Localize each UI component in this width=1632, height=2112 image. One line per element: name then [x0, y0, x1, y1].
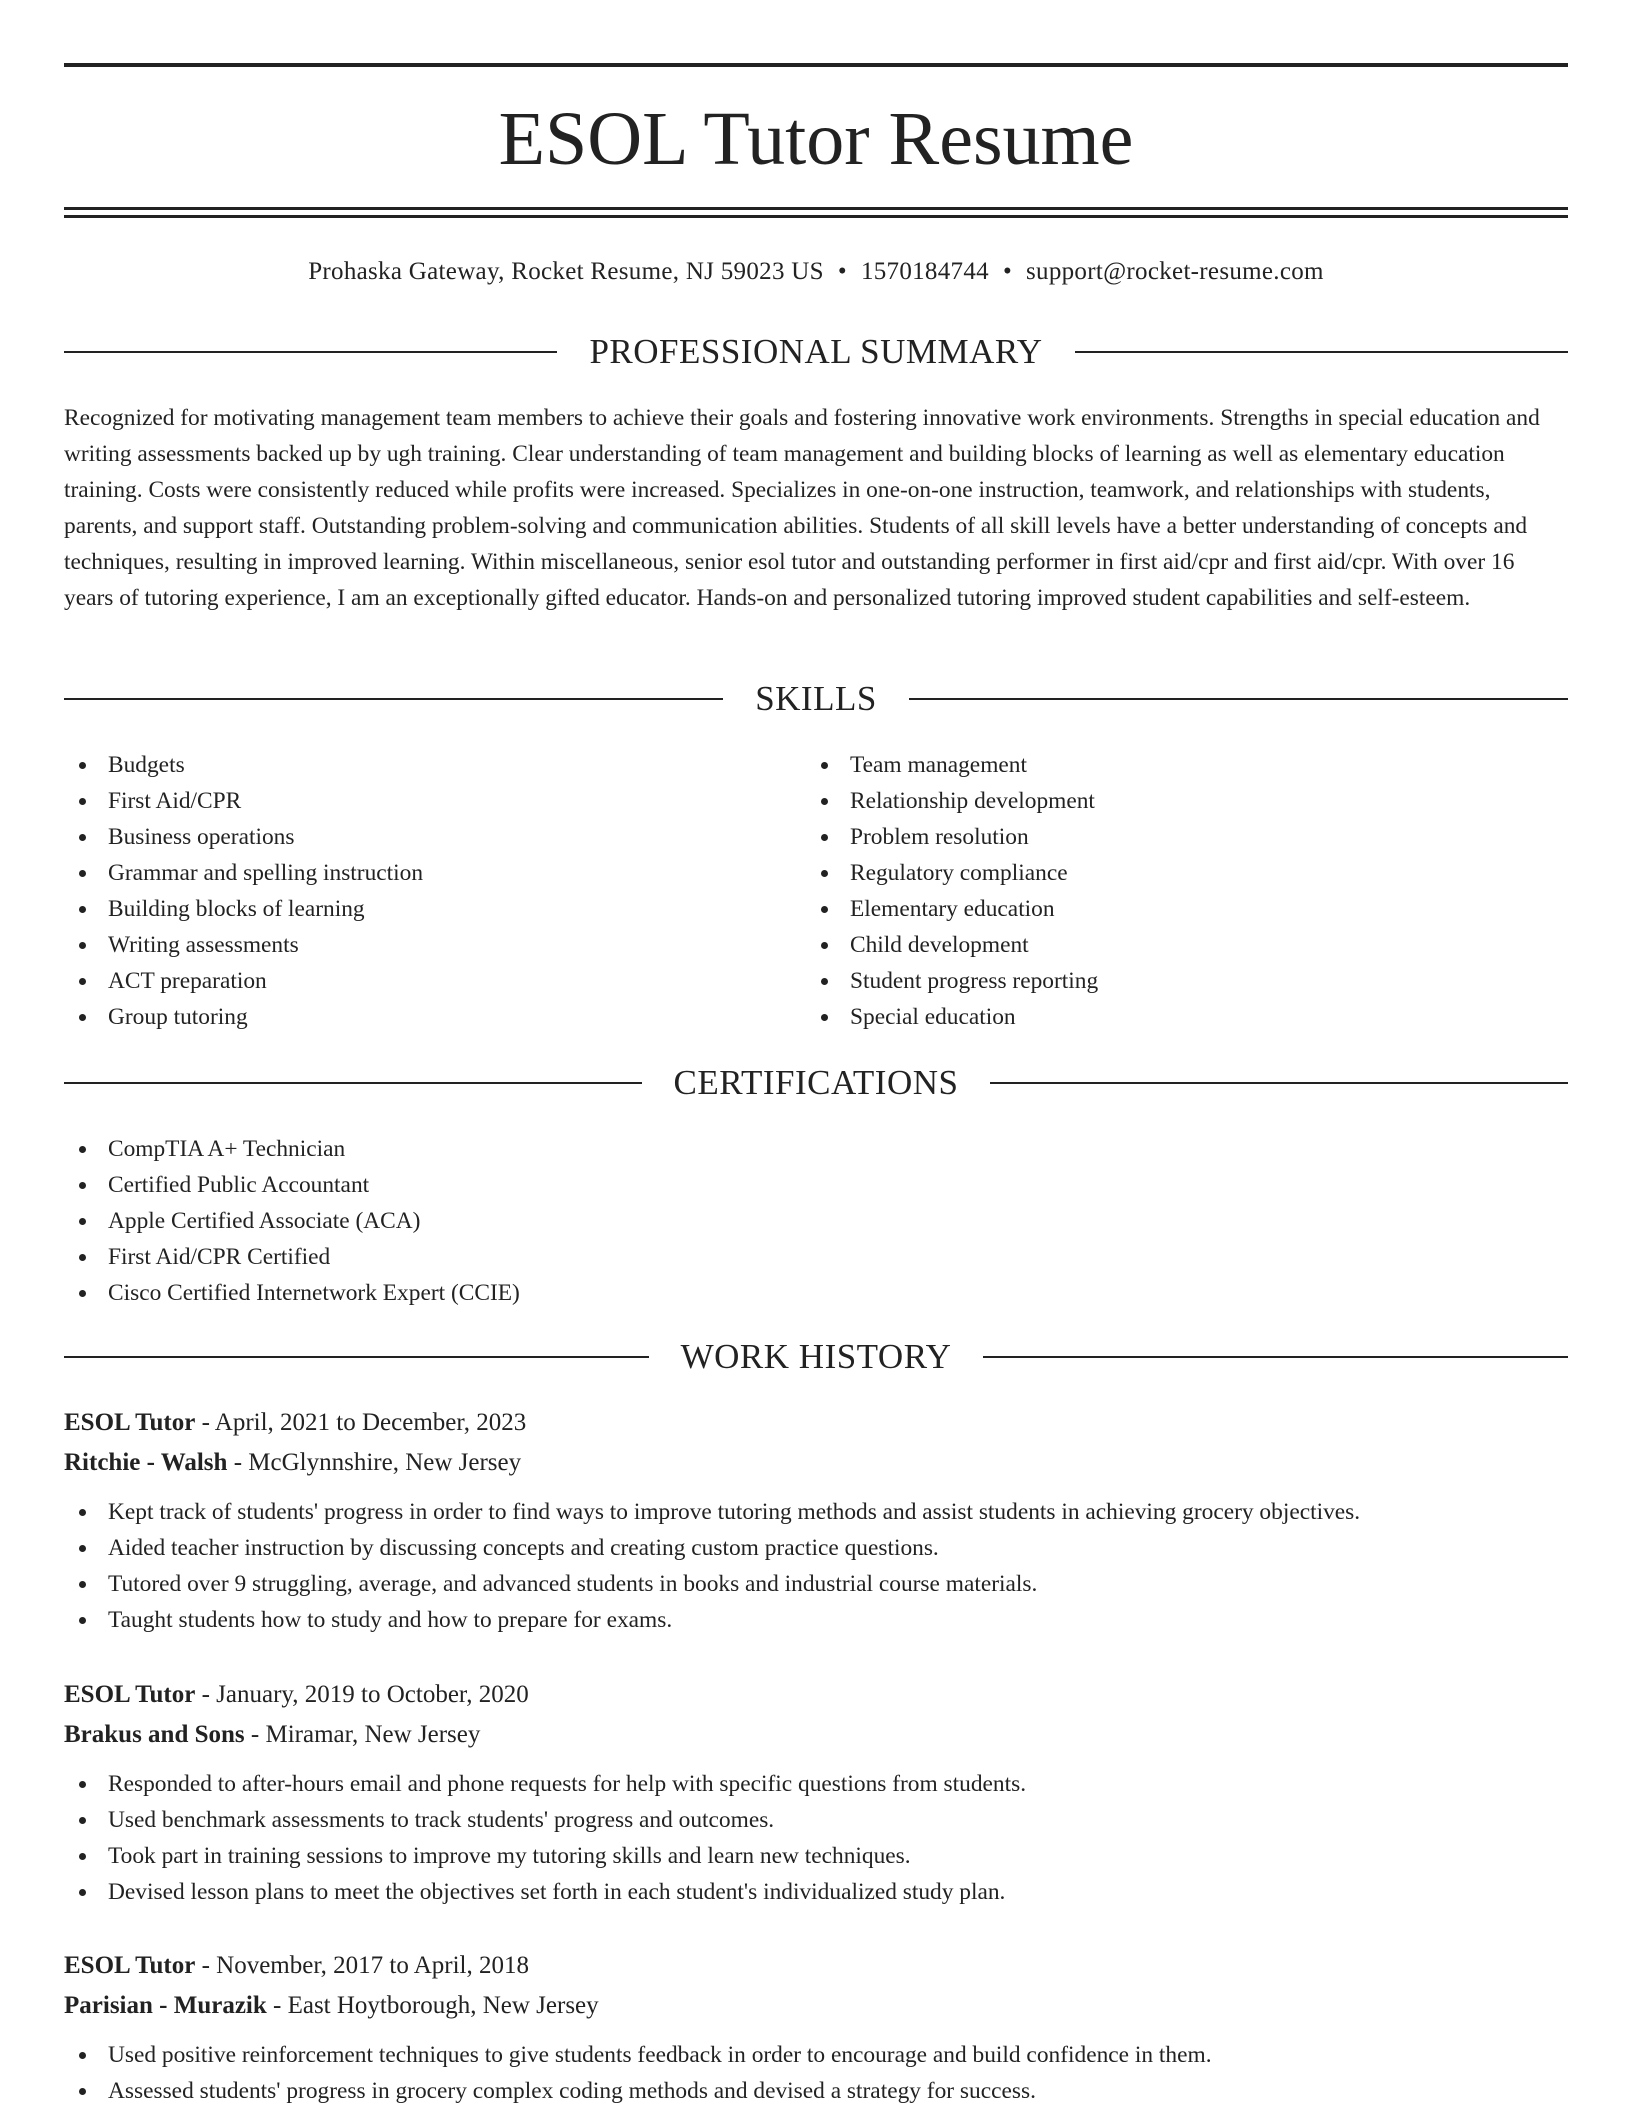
heading-rule	[983, 1356, 1568, 1358]
skill-item: Elementary education	[806, 891, 1506, 927]
heading-rule	[909, 698, 1568, 700]
job-duty-item: Kept track of students' progress in order to find ways to improve tutoring methods and assist students in achieving grocery objectives.	[64, 1494, 1568, 1530]
skill-item: ACT preparation	[64, 963, 764, 999]
certification-item: Certified Public Accountant	[64, 1167, 1064, 1203]
certification-item: Cisco Certified Internetwork Expert (CCIE)	[64, 1275, 1064, 1311]
skill-item: Relationship development	[806, 783, 1506, 819]
job-company: Parisian - Murazik	[64, 1992, 267, 2019]
professional-summary: Recognized for motivating management team members to achieve their goals and fostering innovative work environments. Strengths in special education and writing assessments backed up by ugh training. Clear understanding of team management and building blocks of learning as well as elementary education training. Costs were consistently reduced while profits were increased. Specializes in one-on-one instruction, teamwork, and relationships with students, parents, and support staff. Outstanding problem-solving and communication abilities. Students of all skill levels have a better understanding of concepts and techniques, resulting in improved learning. Within miscellaneous, senior esol tutor and outstanding performer in first aid/cpr and first aid/cpr. With over 16 years of tutoring experience, I am an exceptionally gifted educator. Hands-on and personalized tutoring improved student capabilities and self-esteem.	[64, 405, 1540, 611]
skill-item: Student progress reporting	[806, 963, 1506, 999]
job-duty-item: Assessed students' progress in grocery complex coding methods and devised a strategy for success.	[64, 2073, 1568, 2109]
job-duty-item: Responded to after-hours email and phone requests for help with specific questions from students.	[64, 1766, 1568, 1802]
contact-separator: •	[1002, 258, 1012, 285]
section-title: PROFESSIONAL SUMMARY	[589, 332, 1043, 371]
job-dates: - April, 2021 to December, 2023	[195, 1409, 527, 1436]
job-duty-item: Tutored over 9 struggling, average, and advanced students in books and industrial course materials.	[64, 1566, 1568, 1602]
resume-title: ESOL Tutor Resume	[498, 97, 1134, 181]
skill-item: Building blocks of learning	[64, 891, 764, 927]
certifications-list	[64, 1131, 1064, 1311]
job-duty-item: Used positive reinforcement techniques to give students feedback in order to encourage and build confidence in them.	[64, 2037, 1568, 2073]
skill-item: Team management	[806, 747, 1506, 783]
job-company-line	[64, 1989, 1568, 2023]
skill-item: Problem resolution	[806, 819, 1506, 855]
heading-rule	[64, 351, 557, 353]
phone: 1570184744	[860, 258, 989, 285]
job-entry	[64, 1678, 1568, 1910]
skill-item: Child development	[806, 927, 1506, 963]
job-company-line	[64, 1446, 1568, 1480]
job-duty-item: Used benchmark assessments to track students' progress and outcomes.	[64, 1802, 1568, 1838]
section-title: CERTIFICATIONS	[673, 1063, 959, 1102]
job-location: - Miramar, New Jersey	[244, 1721, 481, 1748]
job-title-line	[64, 1949, 1568, 1983]
skill-item: Regulatory compliance	[806, 855, 1506, 891]
job-title-line	[64, 1406, 1568, 1440]
section-title: SKILLS	[755, 679, 877, 718]
skill-item: First Aid/CPR	[64, 783, 764, 819]
contact-separator: •	[837, 258, 847, 285]
skill-item: Business operations	[64, 819, 764, 855]
job-entry	[64, 1406, 1568, 1638]
job-company: Brakus and Sons	[64, 1721, 245, 1748]
skills-list-left	[64, 747, 764, 1035]
section-heading-certifications	[64, 1061, 1568, 1105]
job-location: - McGlynnshire, New Jersey	[227, 1449, 522, 1476]
job-company: Ritchie - Walsh	[64, 1449, 228, 1476]
title-double-rule	[64, 207, 1568, 218]
job-entry	[64, 1949, 1568, 2109]
skill-item: Budgets	[64, 747, 764, 783]
skill-item: Writing assessments	[64, 927, 764, 963]
top-rule	[64, 63, 1568, 67]
job-dates: - November, 2017 to April, 2018	[195, 1952, 530, 1979]
job-duty-item: Took part in training sessions to improve my tutoring skills and learn new techniques.	[64, 1838, 1568, 1874]
job-title-line	[64, 1678, 1568, 1712]
certification-item: CompTIA A+ Technician	[64, 1131, 1064, 1167]
job-duty-item: Aided teacher instruction by discussing concepts and creating custom practice questions.	[64, 1530, 1568, 1566]
job-company-line	[64, 1718, 1568, 1752]
certification-item: Apple Certified Associate (ACA)	[64, 1203, 1064, 1239]
section-title: WORK HISTORY	[680, 1337, 952, 1376]
job-location: - East Hoytborough, New Jersey	[266, 1992, 599, 2019]
section-heading-work-history	[64, 1335, 1568, 1379]
skill-item: Grammar and spelling instruction	[64, 855, 764, 891]
section-heading-skills	[64, 677, 1568, 721]
job-dates: - January, 2019 to October, 2020	[195, 1681, 529, 1708]
email: support@rocket-resume.com	[1026, 258, 1324, 285]
job-title: ESOL Tutor	[64, 1952, 196, 1979]
section-heading-summary	[64, 330, 1568, 374]
skill-item: Special education	[806, 999, 1506, 1035]
contact-line	[64, 255, 1568, 289]
heading-rule	[64, 1082, 642, 1084]
skill-item: Group tutoring	[64, 999, 764, 1035]
job-title: ESOL Tutor	[64, 1681, 196, 1708]
heading-rule	[64, 1356, 649, 1358]
certification-item: First Aid/CPR Certified	[64, 1239, 1064, 1275]
job-duties-list	[64, 2037, 1568, 2109]
heading-rule	[990, 1082, 1568, 1084]
job-duties-list	[64, 1766, 1568, 1910]
heading-rule	[1075, 351, 1568, 353]
skills-list-right	[806, 747, 1506, 1035]
job-duty-item: Devised lesson plans to meet the objectives set forth in each student's individualized study plan.	[64, 1874, 1568, 1910]
job-duties-list	[64, 1494, 1568, 1638]
heading-rule	[64, 698, 723, 700]
job-title: ESOL Tutor	[64, 1409, 196, 1436]
address: Prohaska Gateway, Rocket Resume, NJ 59023 US	[308, 258, 824, 285]
job-duty-item: Taught students how to study and how to prepare for exams.	[64, 1602, 1568, 1638]
